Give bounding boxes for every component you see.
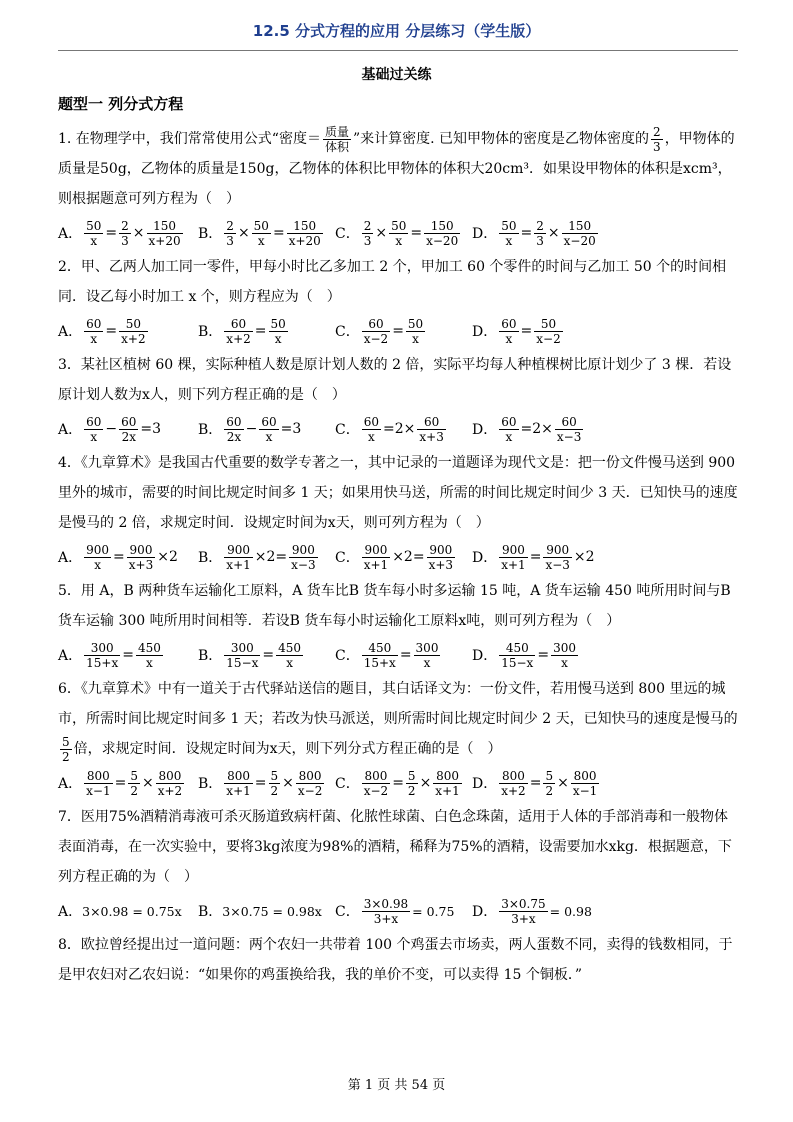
option-c[interactable]: C． $\frac{3\times 0.98}{3+x}$ = 0.75 xyxy=(335,896,455,926)
option-d[interactable]: D． $\frac{50}{x}$ = $\frac{2}{3}$ × $\frac{150}{x-20}$ xyxy=(472,218,596,248)
option-d[interactable]: D． $\frac{900}{x+1}$ = $\frac{900}{x-3}$ ×2 xyxy=(472,542,595,572)
option-b[interactable]: B． $\frac{60}{x+2}$ = $\frac{50}{x}$ xyxy=(198,316,286,346)
density-fraction: $\frac{\text{质量}}{\text{体积}}$ xyxy=(324,124,349,154)
page-footer: 第 1 页 共 54 页 xyxy=(347,1078,446,1093)
option-a[interactable]: A． $\frac{300}{15+x}$ = $\frac{450}{x}$ xyxy=(58,640,161,670)
options-q7 xyxy=(58,892,738,930)
question-1: 1. 在物理学中，我们常常使用公式“密度＝ $\frac{\text{质量}}{\text{体积}}$ ”来计算密度. 已知甲物体的密度是乙物体密度的 $\frac{2}{3}$ ，甲物体的质量是50g，乙物体的质量是150g，乙物体的体积比甲物体的体积大20cm³．如果设甲物体的体积是xcm³，则根据题意可列方程为（ ） xyxy=(58,124,735,207)
question-4: 4．《九章算术》是我国古代重要的数学专著之一，其中记录的一道题译为现代文是：把一份文件慢马送到 900 里外的城市，需要的时间比规定时间多 1 天；如果用快马送，所需的时间比规定时间少 3 天．已知快马的速度是慢马的 2 倍，求规定时间．设规定时间为x天，则可列方程为（ ） xyxy=(58,455,738,531)
option-c[interactable]: C． $\frac{900}{x+1}$ ×2= $\frac{900}{x+3}$ xyxy=(335,542,454,572)
options-q4 xyxy=(58,538,738,576)
document-header: 12.5 分式方程的应用 分层练习（学生版） xyxy=(252,22,541,40)
option-b[interactable]: B． $\frac{900}{x+1}$ ×2= $\frac{900}{x-3}$ xyxy=(198,542,316,572)
options-q2 xyxy=(58,312,738,350)
question-6: 6．《九章算术》中有一道关于古代驿站送信的题目，其白话译文为：一份文件，若用慢马送到 800 里远的城市，所需时间比规定时间多 1 天；若改为快马派送，则所需时间比规定时间少 2 天，已知快马的速度是慢马的 $\frac{5}{2}$ 倍，求规定时间．设规定时间为x天，则下列分式方程正确的是（ ） xyxy=(58,681,738,764)
option-a[interactable]: A． $\frac{60}{x}$ = $\frac{50}{x+2}$ xyxy=(58,316,146,346)
header-divider xyxy=(58,50,738,51)
question-8: 8．欧拉曾经提出过一道问题：两个农妇一共带着 100 个鸡蛋去市场卖，两人蛋数不同，卖得的钱数相同，于是甲农妇对乙农妇说：“如果你的鸡蛋换给我，我的单价不变，可以卖得 15 个铜板．” xyxy=(58,937,733,983)
option-b[interactable]: B． $\frac{60}{2x}$ − $\frac{60}{x}$ =3 xyxy=(198,414,302,444)
option-b[interactable]: B． $\frac{800}{x+1}$ = $\frac{5}{2}$ × $\frac{800}{x-2}$ xyxy=(198,768,323,798)
option-c[interactable]: C． $\frac{60}{x-2}$ = $\frac{50}{x}$ xyxy=(335,316,424,346)
option-c[interactable]: C． $\frac{2}{3}$ × $\frac{50}{x}$ = $\frac{150}{x-20}$ xyxy=(335,218,459,248)
question-7: 7．医用75%酒精消毒液可杀灭肠道致病杆菌、化脓性球菌、白色念珠菌，适用于人体的手部消毒和一般物体表面消毒，在一次实验中，要将3kg浓度为98%的酒精，稀释为75%的酒精，设需要加水xkg．根据题意，下列方程正确的为（ ） xyxy=(58,809,732,885)
option-d[interactable]: D． $\frac{60}{x}$ = $\frac{50}{x-2}$ xyxy=(472,316,561,346)
question-2: 2．甲、乙两人加工同一零件，甲每小时比乙多加工 2 个，甲加工 60 个零件的时间与乙加工 50 个的时间相同．设乙每小时加工 x 个，则方程应为（ ） xyxy=(58,259,727,305)
option-a[interactable]: A． $\frac{50}{x}$ = $\frac{2}{3}$ × $\frac{150}{x+20}$ xyxy=(58,218,181,248)
option-c[interactable]: C． $\frac{800}{x-2}$ = $\frac{5}{2}$ × $\frac{800}{x+1}$ xyxy=(335,768,460,798)
option-b[interactable]: B． 3×0.75 = 0.98x xyxy=(198,903,322,920)
question-list xyxy=(58,92,738,990)
option-a[interactable]: A． $\frac{900}{x}$ = $\frac{900}{x+3}$ ×2 xyxy=(58,542,178,572)
speed-ratio-fraction: $\frac{5}{2}$ xyxy=(62,734,70,764)
question-5: 5．用 A，B 两种货车运输化工原料，A 货车比B 货车每小时多运输 15 吨，A 货车运输 450 吨所用时间与B 货车运输 300 吨所用时间相等．若设B 货车每小时运输化工原料x吨，则可列方程为（ ） xyxy=(58,583,731,629)
option-a[interactable]: A． $\frac{60}{x}$ − $\frac{60}{2x}$ =3 xyxy=(58,414,162,444)
option-a[interactable]: A． $\frac{800}{x-1}$ = $\frac{5}{2}$ × $\frac{800}{x+2}$ xyxy=(58,768,183,798)
option-a[interactable]: A． 3×0.98 = 0.75x xyxy=(58,903,182,920)
option-d[interactable]: D． $\frac{60}{x}$ =2× $\frac{60}{x-3}$ xyxy=(472,414,582,444)
options-q5 xyxy=(58,636,738,674)
option-d[interactable]: D． $\frac{800}{x+2}$ = $\frac{5}{2}$ × $\frac{800}{x-1}$ xyxy=(472,768,598,798)
option-c[interactable]: C． $\frac{60}{x}$ =2× $\frac{60}{x+3}$ xyxy=(335,414,444,444)
section-title: 基础过关练 xyxy=(361,67,432,83)
option-d[interactable]: D． $\frac{3\times 0.75}{3+x}$ = 0.98 xyxy=(472,896,592,926)
option-b[interactable]: B． $\frac{300}{15-x}$ = $\frac{450}{x}$ xyxy=(198,640,302,670)
option-b[interactable]: B． $\frac{2}{3}$ × $\frac{50}{x}$ = $\frac{150}{x+20}$ xyxy=(198,218,321,248)
options-q1 xyxy=(58,214,738,252)
ratio-fraction: $\frac{2}{3}$ xyxy=(653,124,661,154)
question-type-heading: 题型一 列分式方程 xyxy=(58,95,184,113)
options-q3 xyxy=(58,410,738,448)
option-d[interactable]: D． $\frac{450}{15-x}$ = $\frac{300}{x}$ xyxy=(472,640,576,670)
options-q6 xyxy=(58,764,738,802)
option-c[interactable]: C． $\frac{450}{15+x}$ = $\frac{300}{x}$ xyxy=(335,640,439,670)
question-3: 3．某社区植树 60 棵，实际种植人数是原计划人数的 2 倍，实际平均每人种植棵树比原计划少了 3 棵．若设原计划人数为x人，则下列方程正确的是（ ） xyxy=(58,357,732,403)
